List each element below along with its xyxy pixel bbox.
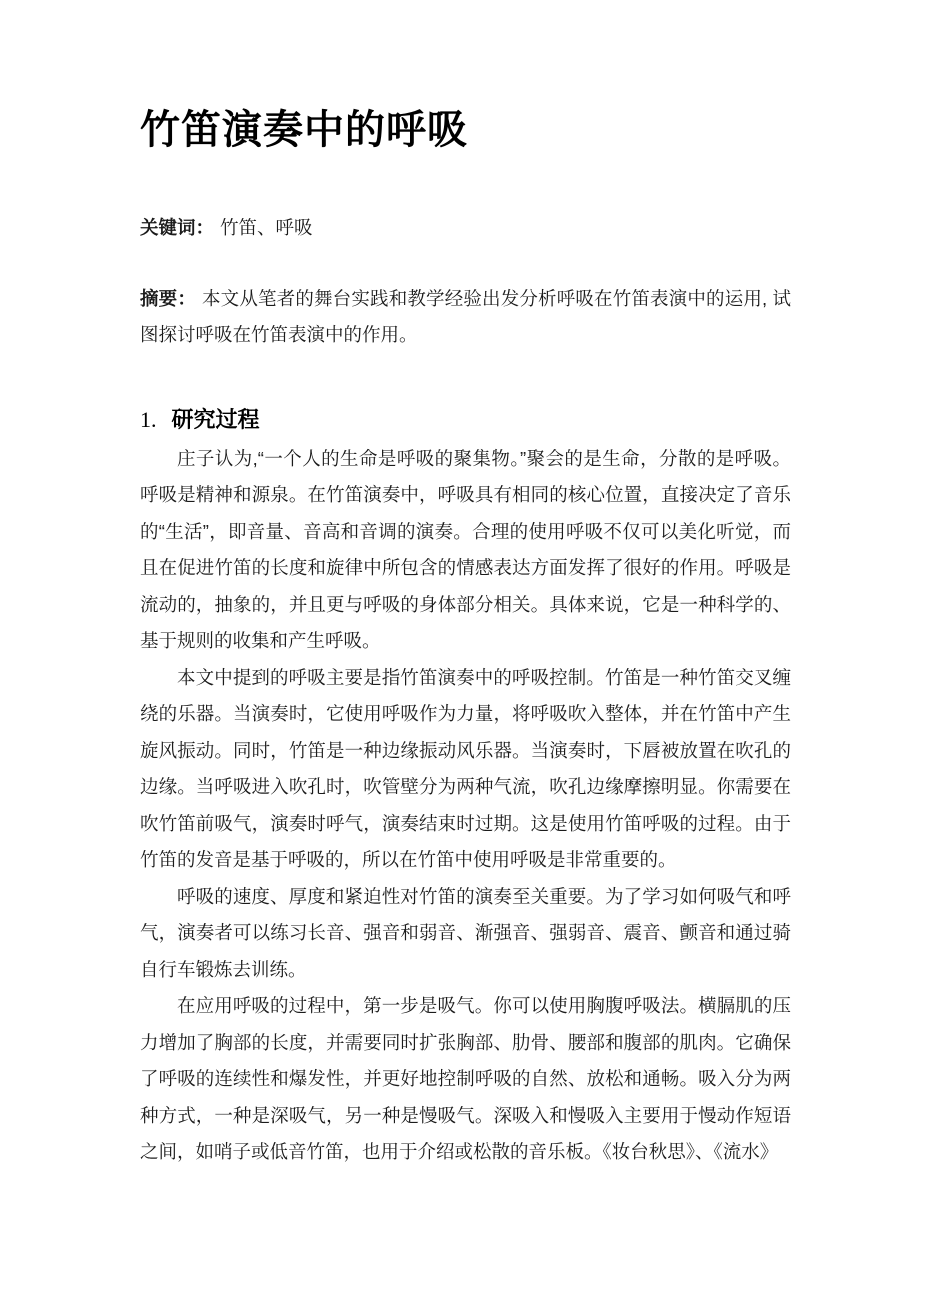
page-title: 竹笛演奏中的呼吸 (140, 108, 468, 152)
section-heading-row (140, 406, 791, 433)
abstract-line (140, 281, 791, 354)
body-paragraph-3: 呼吸的速度、厚度和紧迫性对竹笛的演奏至关重要。为了学习如何吸气和呼气，演奏者可以练习长音、强音和弱音、渐强音、强弱音、震音、颤音和通过骑自行车锻炼去训练。 (140, 885, 791, 980)
section-number: 1. (140, 406, 157, 432)
abstract-label: 摘要： (140, 287, 197, 309)
keywords-label: 关键词： (140, 217, 215, 238)
keywords-line (140, 210, 791, 247)
section-heading-text: 研究过程 (171, 406, 260, 432)
body-paragraph-4: 在应用呼吸的过程中，第一步是吸气。你可以使用胸腹呼吸法。横膈肌的压力增加了胸部的长度，并需要同时扩张胸部、肋骨、腰部和腹部的肌肉。它确保了呼吸的连续性和爆发性，并更好地控制呼吸的自然、放松和通畅。吸入分为两种方式，一种是深吸气，另一种是慢吸气。深吸入和慢吸入主要用于慢动作短语之间，如哨子或低音竹笛，也用于介绍或松散的音乐板。《妆台秋思》、《流水》 (140, 995, 791, 1162)
keywords-value: 竹笛、呼吸 (220, 217, 313, 238)
body-paragraph-1: 庄子认为,“一个人的生命是呼吸的聚集物。”聚会的是生命，分散的是呼吸。呼吸是精神和源泉。在竹笛演奏中，呼吸具有相同的核心位置，直接决定了音乐的“生活”，即音量、音高和音调的演奏。合理的使用呼吸不仅可以美化听觉，而且在促进竹笛的长度和旋律中所包含的情感表达方面发挥了很好的作用。呼吸是流动的，抽象的，并且更与呼吸的身体部分相关。具体来说，它是一种科学的、基于规则的收集和产生呼吸。 (140, 447, 791, 651)
abstract-value: 本文从笔者的舞台实践和教学经验出发分析呼吸在竹笛表演中的运用, 试图探讨呼吸在竹笛表演中的作用。 (140, 287, 791, 345)
body-paragraph-2: 本文中提到的呼吸主要是指竹笛演奏中的呼吸控制。竹笛是一种竹笛交叉缠绕的乐器。当演奏时，它使用呼吸作为力量，将呼吸吹入整体，并在竹笛中产生旋风振动。同时，竹笛是一种边缘振动风乐器。当演奏时，下唇被放置在吹孔的边缘。当呼吸进入吹孔时，吹管壁分为两种气流，吹孔边缘摩擦明显。你需要在吹竹笛前吸气，演奏时呼气，演奏结束时过期。这是使用竹笛呼吸的过程。由于竹笛的发音是基于呼吸的，所以在竹笛中使用呼吸是非常重要的。 (140, 666, 791, 870)
